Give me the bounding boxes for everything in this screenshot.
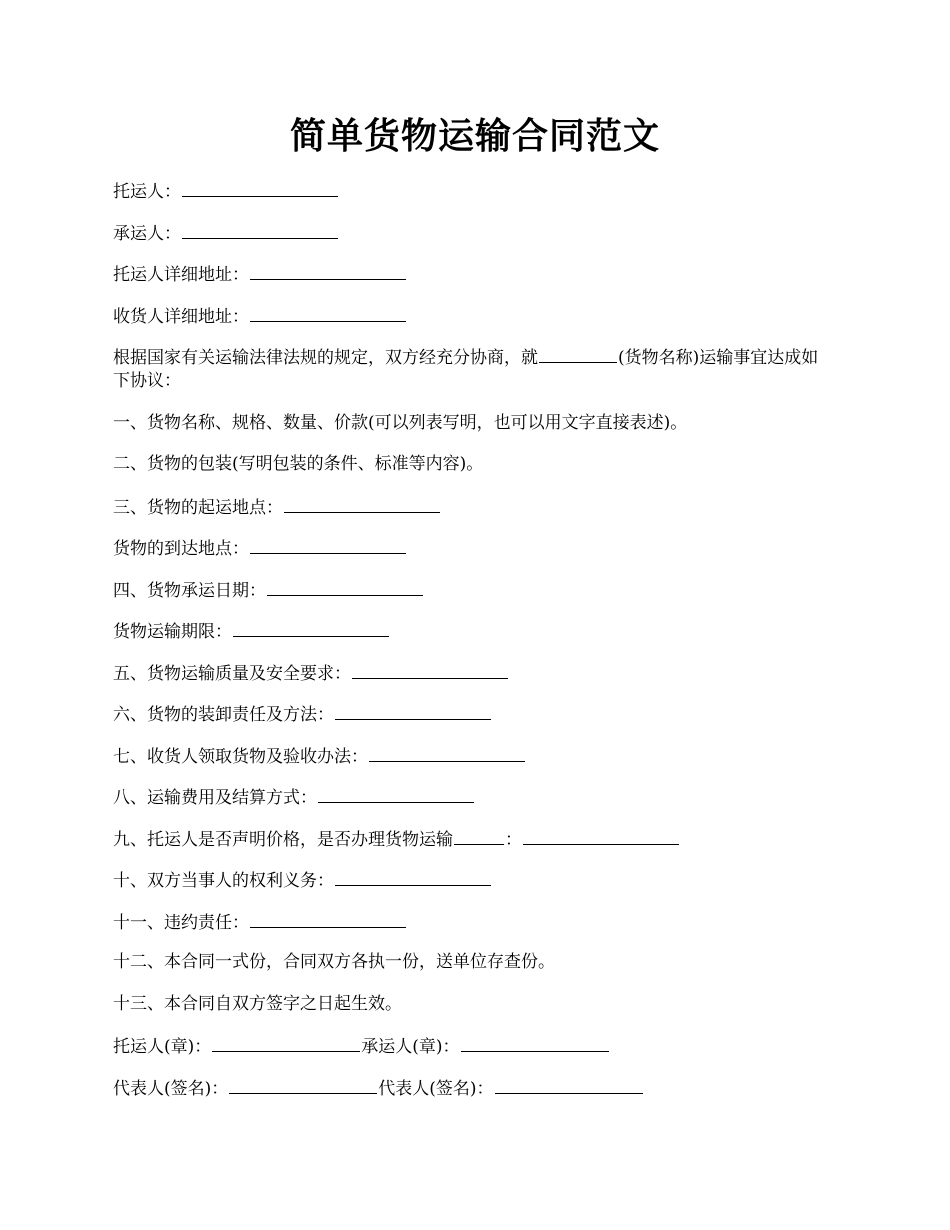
representative-line [113, 1075, 833, 1099]
transport-period-blank [233, 618, 389, 637]
clause-10-text: 十、双方当事人的权利义务： [113, 871, 334, 891]
clause-6-text: 六、货物的装卸责任及方法： [113, 705, 334, 725]
clause-5-text: 五、货物运输质量及安全要求： [113, 663, 351, 684]
rights-blank [335, 867, 491, 886]
shipper-address-label: 托运人详细地址： [113, 265, 249, 285]
clause-11 [113, 909, 833, 933]
clause-4b [113, 618, 833, 642]
shipper-blank [182, 178, 338, 197]
clause-1-text: 一、货物名称、规格、数量、价款(可以列表写明，也可以用文字直接表述)。 [113, 412, 688, 433]
representative-a-label: 代表人(签名)： [113, 1078, 229, 1099]
liability-blank [250, 909, 406, 928]
clause-9-text-b: ： [505, 829, 522, 850]
clause-6 [113, 701, 833, 725]
consignee-address-blank [250, 303, 406, 322]
clause-1 [113, 411, 833, 435]
shipper-line [113, 178, 833, 202]
clause-7-text: 七、收货人领取货物及验收办法： [113, 746, 368, 767]
consignee-address-label: 收货人详细地址： [113, 306, 249, 327]
fee-blank [318, 784, 474, 803]
clause-3b [113, 535, 833, 559]
shipper-address-blank [250, 261, 406, 280]
carrier-blank [182, 220, 338, 239]
carrier-label: 承运人： [113, 223, 181, 244]
shipper-seal-blank [212, 1033, 360, 1052]
origin-blank [284, 494, 440, 513]
representative-b-blank [495, 1075, 643, 1094]
clause-4b-text: 货物运输期限： [113, 622, 232, 642]
representative-a-blank [229, 1075, 377, 1094]
carrier-line [113, 220, 833, 244]
clause-11-text: 十一、违约责任： [113, 912, 249, 933]
page-title: 简单货物运输合同范文 [289, 115, 660, 157]
quality-blank [352, 660, 508, 679]
shipper-label: 托运人： [113, 182, 181, 202]
insurance-blank [454, 826, 504, 845]
shipper-address-line [113, 261, 833, 285]
representative-b-label: 代表人(签名)： [378, 1078, 494, 1099]
consignee-address-line [113, 303, 833, 327]
clause-2-text: 二、货物的包装(写明包装的条件、标准等内容)。 [113, 454, 484, 474]
goods-name-blank [539, 344, 617, 363]
clause-4 [113, 577, 833, 601]
clause-13 [113, 992, 833, 1016]
clause-3 [113, 494, 833, 518]
document-body [113, 178, 833, 1116]
shipper-seal-label: 托运人(章)： [113, 1037, 212, 1057]
intro-paragraph [113, 344, 825, 393]
clause-8 [113, 784, 833, 808]
clause-13-text: 十三、本合同自双方签字之日起生效。 [113, 993, 402, 1014]
carrier-seal-label: 承运人(章)： [361, 1037, 460, 1057]
clause-9-text-a: 九、托运人是否声明价格，是否办理货物运输 [113, 829, 453, 850]
clause-9 [113, 826, 833, 850]
clause-2 [113, 452, 833, 476]
clause-7 [113, 743, 833, 767]
clause-8-text: 八、运输费用及结算方式： [113, 788, 317, 808]
seal-line [113, 1033, 833, 1057]
clause-3-text: 三、货物的起运地点： [113, 497, 283, 518]
clause-12-text: 十二、本合同一式份，合同双方各执一份，送单位存查份。 [113, 952, 555, 972]
clause-4-text: 四、货物承运日期： [113, 580, 266, 601]
acceptance-blank [369, 743, 525, 762]
clause-3b-text: 货物的到达地点： [113, 539, 249, 559]
clause-12 [113, 950, 833, 974]
intro-text-1: 根据国家有关运输法律法规的规定，双方经充分协商，就 [113, 348, 538, 368]
ship-date-blank [267, 577, 423, 596]
loading-blank [335, 701, 491, 720]
destination-blank [250, 535, 406, 554]
clause-10 [113, 867, 833, 891]
intro-text-2: (货物名称)运输事宜达成如下协议： [113, 348, 819, 391]
carrier-seal-blank [461, 1033, 609, 1052]
declared-price-blank [523, 826, 679, 845]
clause-5 [113, 660, 833, 684]
